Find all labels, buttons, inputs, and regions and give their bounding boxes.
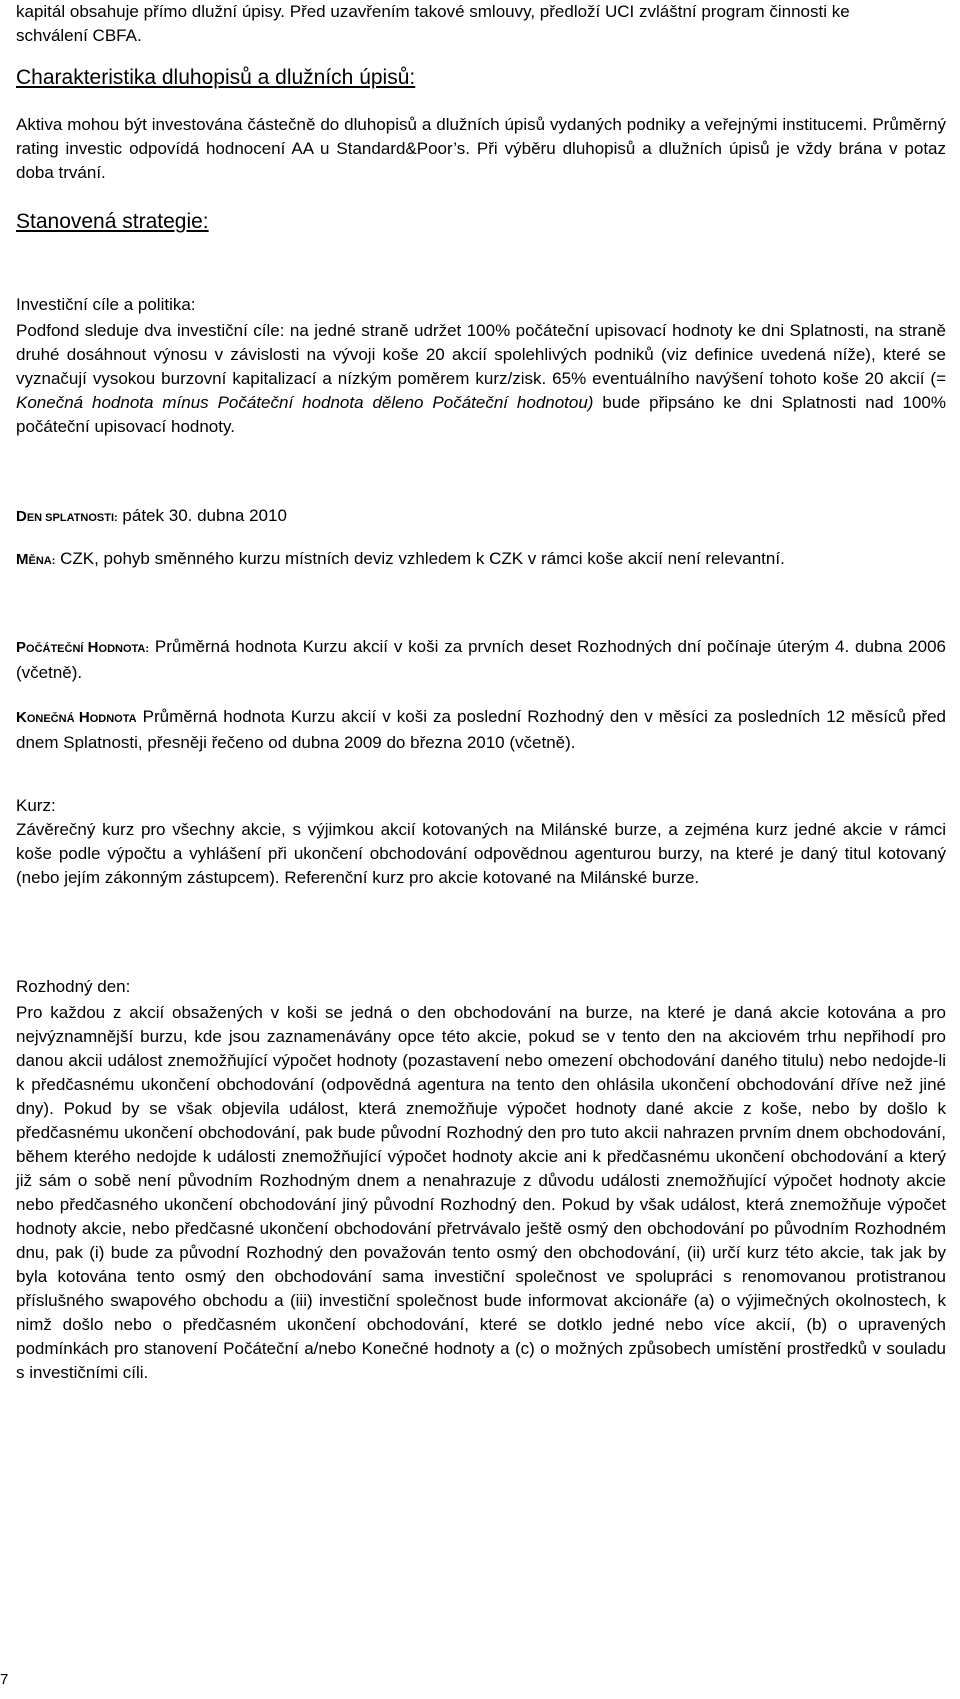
bonds-text-1: Aktiva mohou být investována částečně do dluhopisů a dlužních úpisů vydaných podniky a veřejnými institucemi. [16,115,868,134]
final-label-cap-1: K [16,709,27,726]
rate-label: Kurz: [16,796,56,815]
initial-label-cap-1: P [16,639,27,656]
strategy-text-2: bude připsáno ke dni Splatnosti nad 100% počáteční upisovací hodnoty. [16,393,946,436]
strategy-text-1: Podfond sleduje dva investiční cíle: na jedné straně udržet 100% počáteční upisovací hodnoty ke dni Splatnosti, na straně druhé dosáhnout výnosu v závislosti na vývoji koše 20 akcií spolehlivých podniků (viz definice uvedená níže), které se vyznačují vysokou burzovní kapitalizací a nízkým poměrem kurz/zisk. 65% eventuálního navýšení tohoto koše 20 akcií (= [16,321,946,388]
decisive-day-label: Rozhodný den: [16,977,131,996]
initial-label-cap-2: H [87,639,99,656]
maturity-value: pátek 30. dubna 2010 [117,506,287,525]
strategy-formula: Konečná hodnota mínus Počáteční hodnota děleno Počáteční hodnotou) [16,393,594,412]
decisive-day-text: Pro každou z akcií obsažených v koši se jedná o den obchodování na burze, na které je daná akcie kotována a pro nejvýznamnější burzu, kde jsou zaznamenávány opce této akcie, pokud se v tento den na akciovém trhu nepřihodí pro danou akcii událost znemožňující výpočet hodnoty (pozastavení nebo omezení obchodování daného titulu) nebo nedojde-li k předčasnému ukončení obchodování (odpovědná agentura na tento den ohlásila ukončení obchodování dříve než jiné dny). Pokud by se však objevila událost, která znemožňuje výpočet hodnoty dané akcie z koše, nebo by došlo k předčasnému ukončení obchodování, pak bude původní Rozhodný den pro tuto akcii nahrazen prvním dnem obchodování, během kterého nedojde k události znemožňující výpočet hodnoty akcie ani k předčasnému ukončení obchodování a který již sám o sobě není původním Rozhodným dnem a nenahrazuje z důvodu události znemožňující výpočet hodnoty akcie nebo předčasného ukončení obchodování jiný původní Rozhodný den. Pokud by však událost, která znemožňuje výpočet hodnoty akcie, nebo předčasné ukončení obchodování přetrvávalo ještě osmý den obchodování po původním Rozhodném dnu, pak (i) bude za původní Rozhodný den považován tento osmý den obchodování, (ii) určí kurz této akcie, tak jak by byla kotována tento osmý den obchodování sama investiční společnost ve spolupráci s renomovanou protistranou příslušného swapového obchodu a (iii) investiční společnost bude informovat akcionáře (a) o výjimečných okolnostech, k nimž došlo nebo o předčasném ukončení obchodování, které se dotklo jedné nebo více akcií, (b) o upravených podmínkách pro stanovení Počáteční a/nebo Konečné hodnoty a (c) o možných způsobech umístění prostředků v souladu s investičními cíli. [16,1003,946,1382]
currency-value: CZK, pohyb směnného kurzu místních deviz vzhledem k CZK v rámci koše akcií není relevantní. [55,549,785,568]
bonds-paragraph [16,113,946,185]
rate-text: Závěrečný kurz pro všechny akcie, s výjimkou akcií kotovaných na Milánské burze, a zejména kurz jedné akcie v rámci koše podle výpočtu a vyhlášení při ukončení obchodování odpovědnou agenturou burzy, na které je daný titul kotovaný (nebo jejím zákonným zástupcem). Referenční kurz pro akcie kotované na Milánské burze. [16,820,946,887]
maturity-label-rest: EN SPLATNOSTI: [26,512,118,524]
currency-paragraph [16,547,946,573]
bonds-heading: Charakteristika dluhopisů a dlužních úpisů: [16,66,416,89]
final-label-rest-2: ODNOTA [89,713,137,725]
initial-value-paragraph [16,635,946,685]
bonds-text-2: Průměrný rating investic odpovídá hodnocení AA u Standard&Poor’s. Při výběru dluhopisů a dlužních úpisů je vždy brána v potaz doba trvání. [16,115,946,182]
investment-goals-label: Investiční cíle a politika: [16,295,196,314]
strategy-heading: Stanovená strategie: [16,210,209,233]
initial-label-rest-1: OČÁTEČNÍ [26,643,88,655]
investment-goals-text [16,319,946,439]
maturity-label-cap: D [16,508,27,525]
currency-label-cap: M [16,551,29,568]
currency-label-rest: ĚNA: [28,555,56,567]
page-number: 7 [0,1671,9,1688]
final-value-paragraph [16,705,946,755]
final-label-cap-2: H [78,709,90,726]
intro-paragraph: kapitál obsahuje přímo dlužní úpisy. Před uzavřením takové smlouvy, předloží UCI zvláštní program činnosti ke schválení CBFA. [16,2,850,45]
final-value-text: Průměrná hodnota Kurzu akcií v koši za poslední Rozhodný den v měsíci za posledních 12 měsíců před dnem Splatnosti, přesněji řečeno od dubna 2009 do března 2010 (včetně). [16,707,946,752]
initial-value-text: Průměrná hodnota Kurzu akcií v koši za prvních deset Rozhodných dní počínaje úterým 4. dubna 2006 (včetně). [16,637,947,682]
final-label-rest-1: ONEČNÁ [26,713,79,725]
maturity-date [16,504,287,530]
initial-label-rest-2: ODNOTA: [98,643,150,655]
